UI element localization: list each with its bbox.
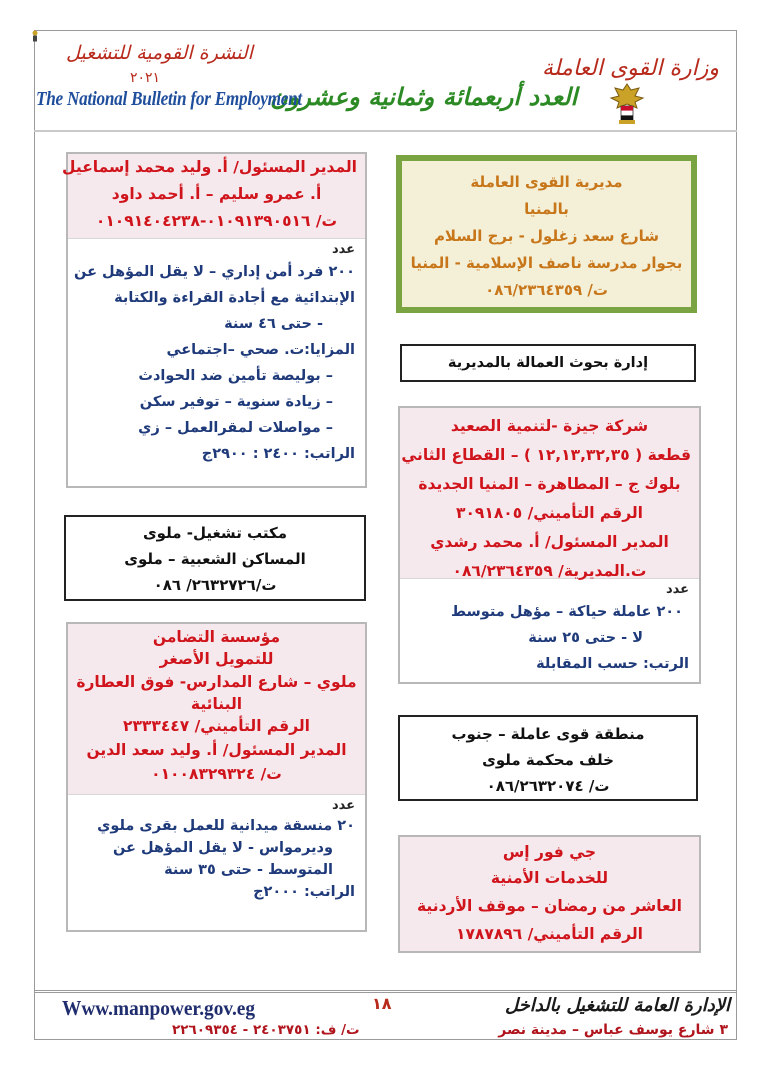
- footer-address: ٣ شارع يوسف عباس – مدينة نصر: [498, 1022, 728, 1038]
- company-phone: ت.المديرية/ ٠٨٦/٢٣٦٤٣٥٩: [452, 562, 647, 580]
- company-address: البنائية: [190, 695, 243, 713]
- company-address: بلوك ج – المطاهرة – المنيا الجديدة: [418, 475, 681, 493]
- figure-icon: [30, 30, 40, 42]
- south-zone-phone: ت/ ٠٨٦/٢٦٣٢٠٧٤: [486, 777, 610, 795]
- company-phone: ت/ ٠١٠٩١٣٩٠٥١٦-٠١٠٩١٤٠٤٢٣٨: [95, 212, 338, 230]
- directorate-line: شارع سعد زغلول - برج السلام: [433, 227, 660, 245]
- job-line: ٢٠ منسقة ميدانية للعمل بقرى ملوي: [97, 818, 355, 834]
- mallawi-office-box: [64, 515, 366, 601]
- company-manager: المدير المسئول/ أ. محمد رشدي: [430, 533, 669, 551]
- bulletin-title-english: The National Bulletin for Employment: [36, 88, 302, 110]
- company-name: مؤسسة التضامن: [152, 628, 281, 646]
- company-insurance-number: الرقم التأميني/ ٣٠٩١٨٠٥: [456, 504, 643, 522]
- labor-research-label: إدارة بحوث العمالة بالمديرية: [447, 355, 649, 371]
- directorate-line: بالمنيا: [524, 200, 569, 218]
- job-line: - حتى ٤٦ سنة: [224, 316, 323, 332]
- directorate-phone: ت/ ٠٨٦/٢٣٦٤٣٥٩: [485, 281, 608, 299]
- company-address: العاشر من رمضان – موقف الأردنية: [417, 897, 682, 915]
- company-phone: ت/ ٠١٠٠٨٣٢٩٣٢٤: [151, 765, 282, 783]
- company-insurance-number: الرقم التأميني/ ٢٣٣٣٤٤٧: [123, 717, 310, 735]
- company-g4s-header: [400, 837, 699, 951]
- company-giza-box: [398, 406, 701, 684]
- job-line: وديرمواس - لا يقل المؤهل عن: [112, 840, 333, 856]
- ministry-title: وزارة القوى العاملة: [541, 56, 719, 81]
- job-line: ٢٠٠ عاملة حياكة – مؤهل متوسط: [451, 604, 683, 620]
- south-zone-line: منطقة قوى عاملة – جنوب: [451, 725, 645, 743]
- footer-phones: ت/ ف: ٢٤٠٣٧٥١ - ٢٢٦٠٩٣٥٤: [172, 1022, 360, 1038]
- office-line: مكتب تشغيل- ملوى: [142, 524, 288, 542]
- job-line: المتوسط - حتى ٣٥ سنة: [164, 862, 333, 878]
- job-line: ٢٠٠ فرد أمن إداري – لا يقل المؤهل عن: [74, 264, 355, 280]
- issue-number: العدد أربعمائة وثمانية وعشرون: [270, 82, 578, 111]
- count-label: عدد: [665, 582, 689, 597]
- count-label: عدد: [331, 798, 355, 813]
- page-header: [34, 30, 737, 132]
- benefits-line: – مواصلات لمقرالعمل – زي: [138, 420, 333, 436]
- salary-line: الراتب: ٢٤٠٠ : ٢٩٠٠ج: [201, 446, 355, 462]
- office-phone: ت/٢٦٣٢٧٢٦/ ٠٨٦: [153, 576, 277, 594]
- company-tadamon-jobs: [68, 794, 365, 907]
- company-name: للخدمات الأمنية: [490, 869, 609, 887]
- company-insurance-number: الرقم التأميني/ ١٧٨٧٨٩٦: [456, 925, 643, 943]
- south-zone-box: [398, 715, 698, 801]
- labor-research-box: [400, 344, 696, 382]
- directorate-line: مديرية القوى العاملة: [470, 173, 623, 191]
- company-manager: المدير المسئول/ أ. وليد محمد إسماعيل: [62, 158, 357, 176]
- benefits-line: – بوليصة تأمين ضد الحوادث: [138, 368, 333, 384]
- south-zone-line: خلف محكمة ملوى: [482, 751, 614, 769]
- count-label: عدد: [331, 242, 355, 257]
- website-link[interactable]: Www.manpower.gov.eg: [62, 996, 256, 1020]
- company-giza-header: [400, 408, 699, 578]
- footer-divider: [34, 990, 737, 993]
- company-security-header: [62, 154, 365, 238]
- company-giza-jobs: [400, 578, 699, 681]
- eagle-emblem-icon: [609, 82, 645, 126]
- salary-line: الراتب: ٢٠٠٠ج: [253, 884, 355, 900]
- company-manager: المدير المسئول/ أ. وليد سعد الدين: [86, 741, 347, 759]
- company-tadamon-box: [66, 622, 367, 932]
- company-name: للتمويل الأصغر: [159, 650, 274, 668]
- page-number: ١٨: [372, 994, 392, 1013]
- company-address: ملوي – شارع المدارس- فوق العطارة: [76, 673, 357, 691]
- bulletin-year: ٢٠٢١: [130, 70, 161, 86]
- company-tadamon-header: [68, 624, 365, 794]
- directorate-line: بجوار مدرسة ناصف الإسلامية - المنيا: [410, 254, 683, 272]
- company-staff: أ. عمرو سليم – أ. أحمد داود: [111, 185, 322, 203]
- salary-line: الرتب: حسب المقابلة: [536, 656, 689, 672]
- job-line: الإبتدائية مع أجادة القراءة والكتابة: [114, 290, 355, 306]
- office-line: المساكن الشعبية – ملوى: [124, 550, 306, 568]
- bulletin-title-arabic: النشرة القومية للتشغيل: [66, 42, 253, 64]
- company-name: شركة جيزة -لتنمية الصعيد: [450, 417, 649, 435]
- benefits-line: المزايا:ت. صحي –اجتماعي: [166, 342, 355, 358]
- company-security-box: [62, 152, 367, 488]
- job-line: لا - حتى ٢٥ سنة: [528, 630, 643, 646]
- benefits-line: – زيادة سنوية – توفير سكن: [139, 394, 333, 410]
- directorate-box: [396, 155, 697, 313]
- company-g4s-box: [398, 835, 701, 953]
- company-security-jobs: [68, 238, 365, 471]
- company-name: جي فور إس: [502, 843, 597, 861]
- company-address: قطعة ( ١٢,١٣,٣٢,٣٥ ) – القطاع الثاني: [401, 446, 691, 464]
- footer-department: الإدارة العامة للتشغيل بالداخل: [504, 995, 730, 1016]
